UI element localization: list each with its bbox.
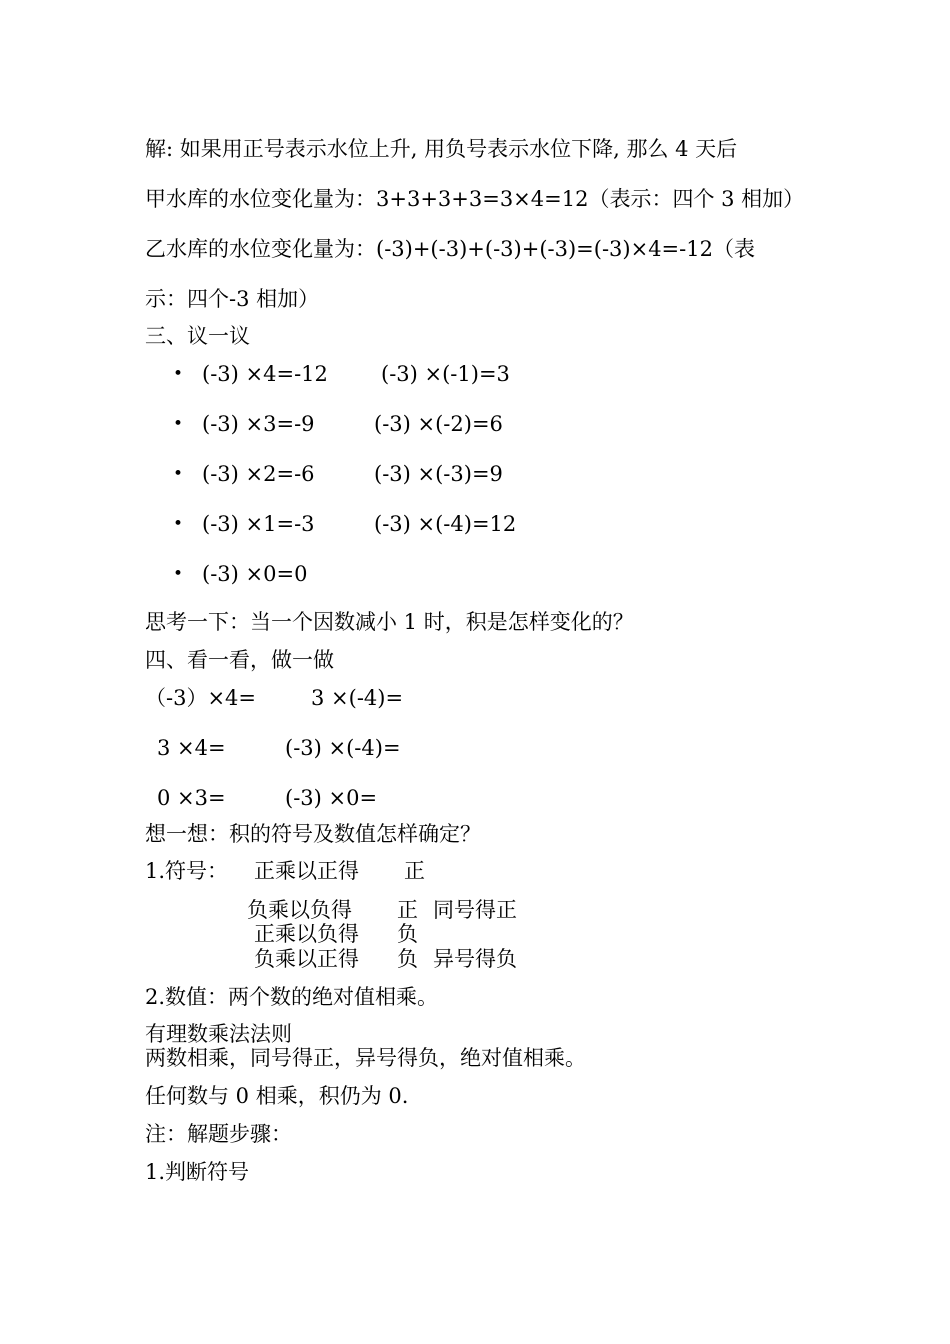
think-question: 思考一下：当一个因数减小 1 时，积是怎样变化的？: [145, 610, 634, 634]
list-item-left: (-3) ×4=-12: [202, 362, 328, 386]
exercise-right: 3 ×(-4)=: [311, 686, 404, 710]
sign-note: 异号得负: [433, 947, 517, 971]
rule-line-1: 两数相乘，同号得正，异号得负，绝对值相乘。: [145, 1046, 586, 1070]
list-item-right: (-3) ×(-4)=12: [374, 512, 517, 536]
rule-line-2: 任何数与 0 相乘，积仍为 0.: [145, 1084, 409, 1108]
note-heading: 注：解题步骤：: [145, 1122, 292, 1146]
list-item-right: (-3) ×(-2)=6: [374, 412, 503, 436]
sign-rule: 正乘以负得: [254, 922, 359, 946]
list-item-right: (-3) ×(-1)=3: [381, 362, 510, 386]
solution-line-2: 甲水库的水位变化量为：3+3+3+3=3×4=12（表示：四个 3 相加）: [145, 187, 805, 211]
exercise-right: (-3) ×0=: [285, 786, 378, 810]
list-item-left: (-3) ×3=-9: [202, 412, 315, 436]
sign-rule: 正乘以正得: [254, 859, 359, 883]
rule-title: 有理数乘法法则: [145, 1022, 292, 1046]
bullet-icon: •: [173, 464, 184, 484]
exercise-left: （-3）×4=: [145, 686, 257, 710]
list-item-right: (-3) ×(-3)=9: [374, 462, 503, 486]
sign-result: 正: [397, 898, 418, 922]
sign-rule: 负乘以负得: [247, 898, 352, 922]
exercise-left: 0 ×3=: [157, 786, 226, 810]
sign-rule: 负乘以正得: [254, 947, 359, 971]
value-line: 2.数值：两个数的绝对值相乘。: [145, 985, 439, 1009]
solution-line-1: 解: 如果用正号表示水位上升, 用负号表示水位下降, 那么 4 天后: [145, 137, 738, 161]
solution-line-3: 乙水库的水位变化量为：(-3)+(-3)+(-3)+(-3)=(-3)×4=-12（表: [145, 237, 755, 261]
solution-line-4: 示：四个-3 相加）: [145, 287, 320, 311]
exercise-left: 3 ×4=: [157, 736, 226, 760]
note-step-1: 1.判断符号: [145, 1160, 250, 1184]
sign-label: 1.符号：: [145, 859, 229, 883]
bullet-icon: •: [173, 364, 184, 384]
list-item-left: (-3) ×0=0: [202, 562, 308, 586]
bullet-icon: •: [173, 564, 184, 584]
sign-result: 正: [404, 859, 425, 883]
sign-result: 负: [397, 947, 418, 971]
discuss-heading: 三、议一议: [145, 324, 250, 348]
look-heading: 四、看一看，做一做: [145, 648, 334, 672]
list-item-left: (-3) ×1=-3: [202, 512, 315, 536]
list-item-left: (-3) ×2=-6: [202, 462, 315, 486]
bullet-icon: •: [173, 414, 184, 434]
bullet-icon: •: [173, 514, 184, 534]
sign-result: 负: [397, 922, 418, 946]
ponder-heading: 想一想：积的符号及数值怎样确定？: [145, 822, 481, 846]
exercise-right: (-3) ×(-4)=: [285, 736, 401, 760]
sign-note: 同号得正: [433, 898, 517, 922]
